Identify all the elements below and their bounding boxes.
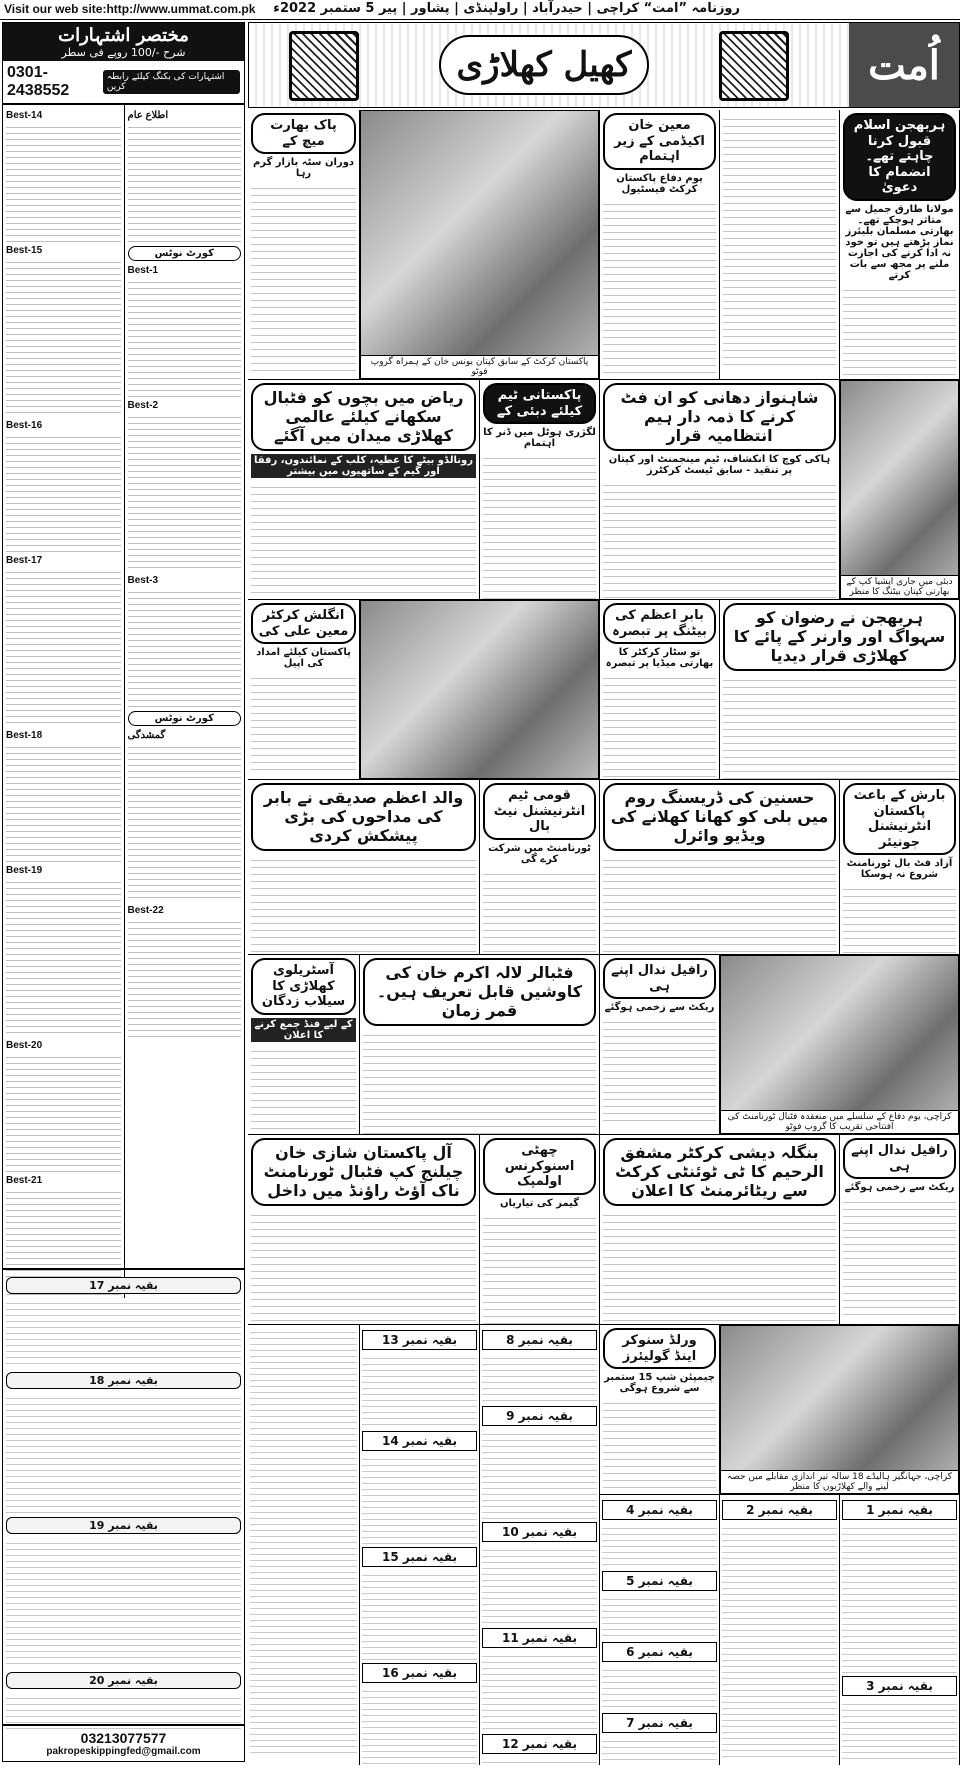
continuation-text	[842, 1699, 957, 1759]
continuation-column-6	[248, 1325, 360, 1765]
article-dahani-unfit	[600, 380, 840, 600]
website-url[interactable]: Visit our web site:http://www.ummat.com.pk	[4, 2, 256, 16]
article-body	[363, 1029, 596, 1135]
cricketer-photo	[840, 380, 959, 599]
article-headline: قومی ٹیم انٹرنیشنل نیٹ بال	[483, 783, 596, 840]
article-headline: آل پاکستان شازی خان چیلنج کپ فٹبال ٹورنامنٹ ناک آؤٹ راؤنڈ میں داخل	[251, 1138, 476, 1206]
sports-banner	[249, 23, 849, 107]
continuation-label: بقیہ نمبر 14	[362, 1431, 477, 1451]
continuation-text	[482, 1757, 597, 1765]
classifieds-phone[interactable]: 0301-2438552	[7, 64, 70, 99]
continuation-text	[602, 1594, 717, 1639]
team-photo	[720, 955, 959, 1134]
article-rizwan-comparison	[720, 600, 960, 780]
continuation-label: بقیہ نمبر 8	[482, 1330, 597, 1350]
classifieds-title: مختصر اشتہارات	[58, 25, 189, 46]
article-headline: چھٹی اسنوکرنس اولمپک	[483, 1138, 596, 1195]
article-body	[483, 868, 596, 955]
article-netball	[480, 780, 600, 955]
continuation-label: بقیہ نمبر 19	[6, 1517, 241, 1534]
dateline: روزنامہ ”امت“ کراچی | حیدرآباد | راولپنڈی | پشاور | پیر 5 ستمبر 2022ء	[273, 1, 740, 16]
continuation-text	[482, 1429, 597, 1519]
article-moeen-ali	[248, 600, 360, 780]
article-headline: ورلڈ سنوکر اینڈ گولیئرز	[603, 1328, 716, 1369]
classifieds-rate: شرح -/100 روپے فی سطر	[61, 46, 186, 59]
article-headline: ریاض میں بچوں کو فٹبال سکھانے کیلئے عالمی کھلاڑی میدان میں آگئے	[251, 383, 476, 451]
article-hasnain-cat	[600, 780, 840, 955]
ad-text-block	[128, 587, 242, 707]
continuation-text	[6, 1538, 241, 1668]
article-snooker-championship	[600, 1325, 720, 1495]
article-riyadh-football	[248, 380, 480, 600]
photo-caption: پاکستان کرکٹ کے سابق کپتان یونس خان کے ہمراہ گروپ فوٹو	[361, 355, 598, 378]
article-headline: فٹبالر لالہ اکرم خان کی کاوشیں قابل تعریف ہیں۔قمر زمان	[363, 958, 596, 1026]
continuation-label: بقیہ نمبر 6	[602, 1642, 717, 1662]
ad-text-block	[128, 412, 242, 572]
article-headline: بنگلہ دیشی کرکٹر مشفق الرحیم کا ٹی ٹوئنٹی کرکٹ سے ریٹائرمنٹ کا اعلان	[603, 1138, 836, 1206]
article-subheadline: ہاکی کوچ کا انکشاف، ٹیم مینجمنٹ اور کپتان پر تنقید - سابق ٹیسٹ کرکٹرز	[608, 453, 831, 476]
continuation-label: بقیہ نمبر 18	[6, 1372, 241, 1389]
article-mushfiqur-retire	[600, 1135, 840, 1325]
continuation-column-5	[360, 1325, 480, 1765]
continuation-text	[250, 1327, 357, 1757]
article-harbhajan-islam-cont	[720, 110, 840, 380]
continuation-label: بقیہ نمبر 20	[6, 1672, 241, 1689]
ad-text-block	[6, 742, 121, 862]
continuation-box-group	[3, 1268, 244, 1736]
article-body	[483, 452, 596, 600]
ad-label: Best-16	[6, 420, 43, 431]
trio-photo	[360, 600, 599, 779]
article-junior-football	[840, 780, 960, 955]
article-subheadline: ریکٹ سے زخمی ہوگئے	[604, 1002, 715, 1014]
article-body	[483, 1212, 596, 1325]
continuation-label: بقیہ نمبر 11	[482, 1628, 597, 1648]
ad-label: Best-18	[6, 730, 43, 741]
article-headline: پاک بھارت میچ کے	[251, 113, 356, 154]
continuation-label: بقیہ نمبر 7	[602, 1713, 717, 1733]
archery-photo	[720, 1325, 959, 1494]
article-body	[251, 854, 476, 955]
article-headline: حسنین کی ڈریسنگ روم میں بلی کو کھانا کھلانے کی ویڈیو وائرل	[603, 783, 836, 851]
article-body	[843, 1196, 956, 1316]
article-subheadline: لگژری ہوٹل میں ڈنر کا اہتمام	[483, 427, 596, 450]
ad-label: Best-19	[6, 865, 43, 876]
ad-label: گمشدگی	[127, 730, 166, 741]
continuation-label: بقیہ نمبر 17	[6, 1277, 241, 1294]
continuation-text	[602, 1523, 717, 1568]
article-subheadline: دوران سٹہ بازار گرم رہا	[252, 157, 355, 180]
continuation-label: بقیہ نمبر 3	[842, 1676, 957, 1696]
article-babar-batting	[600, 600, 720, 780]
continuation-label: بقیہ نمبر 9	[482, 1406, 597, 1426]
continuation-label: بقیہ نمبر 12	[482, 1734, 597, 1754]
ad-text-block	[128, 917, 242, 1037]
article-body	[603, 672, 716, 780]
ad-text-block	[128, 277, 242, 397]
article-body	[251, 672, 356, 772]
article-body	[603, 1397, 716, 1495]
article-subheadline: رونالڈو بیٹے کا عطیہ، کلب کے نمائندوں، رفقا اور گیم کے ساتھیوں میں بیشتر	[251, 454, 476, 478]
article-team-dinner	[480, 380, 600, 600]
continuation-text	[362, 1353, 477, 1428]
continuation-label: بقیہ نمبر 13	[362, 1330, 477, 1350]
article-headline: بابر اعظم کی بیٹنگ پر تبصرہ	[603, 603, 716, 644]
article-body	[603, 854, 836, 955]
article-subheadline: ٹورنامنٹ میں شرکت کرے گی	[488, 842, 591, 865]
classifieds-listing	[3, 105, 244, 1309]
trophy-icon	[719, 31, 789, 101]
article-subheadline: یوم دفاع پاکستان کرکٹ فیسٹیول	[616, 172, 703, 195]
photo-caption: کراچی، یوم دفاع کے سلسلے میں منعقدہ فٹبال ٹورنامنٹ کی افتتاحی تقریب کا گروپ فوٹو	[721, 1110, 958, 1133]
article-subheadline: چیمپئن شپ 15 ستمبر سے شروع ہوگی	[604, 1372, 715, 1395]
article-pak-india-betting	[248, 110, 360, 380]
continuation-text	[362, 1454, 477, 1544]
continuation-column-4	[480, 1325, 600, 1765]
article-subheadline: کے لیے فنڈ جمع کرنے کا اعلان	[251, 1018, 356, 1042]
photo-caption: دبئی میں جاری ایشیا کپ کے بھارتی کپتان بیٹنگ کا منظر	[841, 575, 958, 598]
ad-label: Best-14	[6, 110, 43, 121]
continuation-text	[362, 1686, 477, 1765]
article-headline: رافیل ندال اپنے ہی	[843, 1138, 956, 1179]
article-subheadline: آزاد فٹ بال ٹورنامنٹ شروع نہ ہوسکا	[846, 858, 953, 881]
continuation-text	[602, 1736, 717, 1765]
classifieds-subcolumn	[124, 105, 245, 1309]
continuation-label: بقیہ نمبر 4	[602, 1500, 717, 1520]
article-headline: ہربھجن اسلام قبول کرنا چاہتے تھے۔انضمام کا دعویٰ	[843, 113, 956, 201]
article-subheadline: گیمز کی تیاریاں	[499, 1197, 580, 1209]
booking-tag: اشتہارات کی بکنگ کیلئے رابطہ کریں	[103, 70, 240, 94]
article-headline: آسٹریلوی کھلاڑی کا سیلاب زدگان	[251, 958, 356, 1015]
classifieds-header	[3, 23, 244, 61]
ad-label: Best-21	[6, 1175, 43, 1186]
article-body	[723, 674, 956, 780]
article-headline: معین خان اکیڈمی کے زیر اہتمام	[603, 113, 716, 170]
continuation-label: بقیہ نمبر 16	[362, 1663, 477, 1683]
photo-caption: کراچی، جہانگیر ہالیڈے 18 سالہ تیر اندازی مقابلے میں حصہ لینے والے کھلاڑیوں کا منظر	[721, 1470, 958, 1493]
photo-indian-captain	[840, 380, 960, 600]
article-headline: پاکستانی ٹیم کیلئے دبئی کے	[483, 383, 596, 424]
classifieds-subcolumn	[3, 105, 124, 1309]
article-body	[603, 1209, 836, 1325]
continuation-text	[482, 1651, 597, 1731]
photo-football-opening	[720, 955, 960, 1135]
continuation-label: بقیہ نمبر 10	[482, 1522, 597, 1542]
ad-label: اطلاع عام	[127, 110, 169, 121]
top-bar	[0, 0, 960, 20]
ad-label: Best-1	[127, 265, 159, 276]
article-moin-khan-academy	[600, 110, 720, 380]
continuation-text	[362, 1570, 477, 1660]
classifieds-contact	[3, 61, 244, 105]
continuation-text	[6, 1393, 241, 1513]
photo-trio	[360, 600, 600, 780]
ad-label: Best-3	[127, 575, 159, 586]
ad-label: Best-15	[6, 245, 43, 256]
article-subheadline: تو سٹار کرکٹر کا بھارتی میڈیا پر تبصرہ	[605, 647, 714, 670]
article-headline: انگلش کرکٹر معین علی کی	[251, 603, 356, 644]
article-nadal-racket-2	[840, 1135, 960, 1325]
ad-text-block	[6, 257, 121, 417]
article-subheadline: مولانا طارق جمیل سے متاثر ہوچکے تھے۔ بھارتی مسلمان بلیئرز نماز پڑھتے ہیں تو خود نہ ادا کرنے کی اجازت ملنے پر مجھ سے بات کرتے	[845, 203, 954, 281]
continuation-column-2	[720, 1495, 840, 1765]
ad-label: Best-20	[6, 1040, 43, 1051]
article-body	[603, 1016, 716, 1126]
article-nadal-racket	[600, 955, 720, 1135]
continuation-label: بقیہ نمبر 15	[362, 1547, 477, 1567]
article-shazi-khan-cup	[248, 1135, 480, 1325]
ad-text-block	[6, 1052, 121, 1172]
article-azam-siddiqui	[248, 780, 480, 955]
section-title: کھیل کھلاڑی	[439, 35, 649, 95]
classifieds-footer	[3, 1724, 244, 1761]
article-australian-flood	[248, 955, 360, 1135]
ad-section-heading: کورٹ نوٹس	[128, 246, 242, 261]
photo-archery	[720, 1325, 960, 1495]
article-body	[251, 182, 356, 372]
trophy-icon	[289, 31, 359, 101]
masthead	[248, 22, 960, 108]
ad-text-block	[6, 432, 121, 552]
article-body	[843, 284, 956, 380]
article-subheadline: پاکستان کیلئے امداد کی اپیل	[256, 647, 351, 670]
photo-group-younis	[360, 110, 600, 380]
footer-email[interactable]: pakropeskippingfed@gmail.com	[46, 1746, 201, 1757]
continuation-text	[842, 1523, 957, 1673]
continuation-label: بقیہ نمبر 5	[602, 1571, 717, 1591]
article-headline: بارش کے باعث پاکستان انٹرنیشنل جونیئر	[843, 783, 956, 855]
classifieds-column	[2, 22, 245, 1762]
article-body	[251, 1045, 356, 1135]
article-harbhajan-islam	[840, 110, 960, 380]
ad-text-block	[6, 567, 121, 727]
article-headline: والد اعظم صدیقی نے بابر کی مداحوں کی بڑی پیشکش کردی	[251, 783, 476, 851]
ad-text-block	[6, 122, 121, 242]
continuation-column-1	[840, 1495, 960, 1765]
ad-label: Best-17	[6, 555, 43, 566]
article-headline: رافیل ندال اپنے ہی	[603, 958, 716, 999]
continuation-text	[722, 1523, 837, 1758]
continuation-label: بقیہ نمبر 2	[722, 1500, 837, 1520]
article-headline: شاہنواز دھانی کو ان فٹ کرنے کا ذمہ دار ہیم انتظامیہ قرار	[603, 383, 836, 451]
group-photo	[360, 110, 599, 379]
article-body	[251, 1209, 476, 1325]
article-body	[251, 481, 476, 600]
article-subheadline: ریکٹ سے زخمی ہوگئے	[844, 1182, 955, 1194]
ad-text-block	[128, 742, 242, 902]
article-body	[603, 198, 716, 380]
article-body	[723, 113, 836, 368]
article-headline: ہربھجن نے رضوان کو سہواگ اور وارنر کے پائے کا کھلاڑی قرار دیدیا	[723, 603, 956, 671]
ad-section-heading: کورٹ نوٹس	[128, 711, 242, 726]
continuation-text	[602, 1665, 717, 1710]
continuation-text	[482, 1353, 597, 1403]
article-body	[843, 883, 956, 955]
continuation-column-3	[600, 1495, 720, 1765]
ad-text-block	[128, 122, 242, 242]
ad-label: Best-22	[127, 905, 164, 916]
footer-phone[interactable]: 03213077577	[80, 1730, 167, 1746]
article-akram-khan	[360, 955, 600, 1135]
continuation-text	[482, 1545, 597, 1625]
ad-text-block	[6, 877, 121, 1037]
ad-label: Best-2	[127, 400, 159, 411]
newspaper-logo: اُمت	[849, 23, 959, 107]
article-snooker-olympic	[480, 1135, 600, 1325]
continuation-text	[6, 1298, 241, 1368]
article-body	[603, 479, 836, 600]
continuation-label: بقیہ نمبر 1	[842, 1500, 957, 1520]
